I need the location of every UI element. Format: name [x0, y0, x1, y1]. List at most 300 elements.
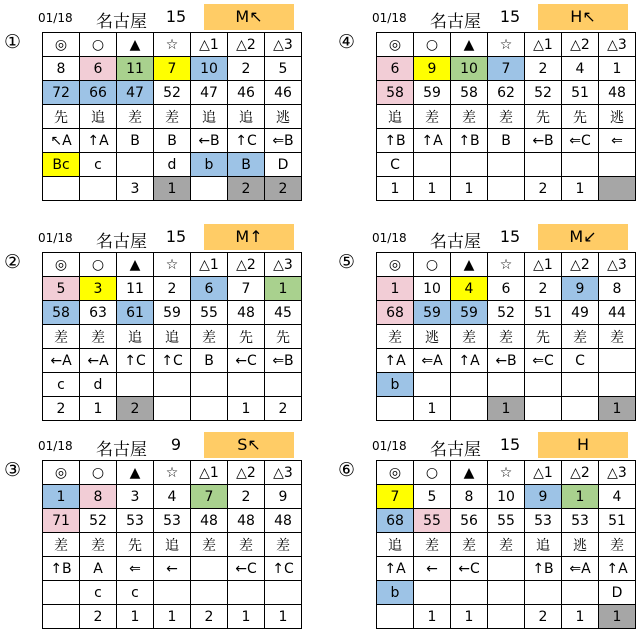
column-header: △2	[562, 253, 599, 277]
grid-cell: ↑B	[525, 557, 562, 581]
panel-number: ①	[4, 31, 22, 53]
grid-cell	[525, 581, 562, 605]
grid-cell: 追	[191, 105, 228, 129]
grid-row	[43, 105, 302, 129]
column-header: ☆	[488, 461, 525, 485]
grid-cell: 10	[414, 277, 451, 301]
grid-cell: 4	[562, 57, 599, 81]
grid-cell: B	[191, 349, 228, 373]
grid-cell: ↑A	[377, 349, 414, 373]
grid-cell: 55	[414, 509, 451, 533]
grid-cell: ⇐C	[525, 349, 562, 373]
grid-cell	[451, 373, 488, 397]
race-count: 15	[499, 7, 521, 26]
race-tag: S↖	[204, 432, 294, 458]
column-header: ◎	[43, 33, 80, 57]
race-grid	[376, 252, 636, 421]
grid-cell: 7	[228, 277, 265, 301]
grid-cell: ←A	[80, 349, 117, 373]
race-panel-4	[338, 4, 638, 216]
grid-cell	[414, 373, 451, 397]
grid-cell: 9	[414, 57, 451, 81]
race-count: 15	[499, 227, 521, 246]
grid-cell: ↑B	[43, 557, 80, 581]
grid-cell: 46	[265, 81, 302, 105]
grid-cell: 追	[80, 105, 117, 129]
grid-row	[377, 325, 636, 349]
grid-row	[377, 485, 636, 509]
grid-cell: 51	[599, 509, 636, 533]
grid-cell: ↑C	[117, 349, 154, 373]
grid-cell: 1	[377, 177, 414, 201]
grid-cell: 1	[414, 177, 451, 201]
grid-cell: 追	[154, 325, 191, 349]
grid-cell: 59	[154, 301, 191, 325]
grid-cell: d	[154, 153, 191, 177]
grid-cell: 差	[488, 325, 525, 349]
race-venue: 名古屋	[430, 440, 481, 460]
grid-cell: 58	[377, 81, 414, 105]
grid-cell: 61	[117, 301, 154, 325]
grid-cell: 72	[43, 81, 80, 105]
race-panel-1	[4, 4, 318, 216]
grid-cell: 8	[599, 277, 636, 301]
grid-row	[43, 277, 302, 301]
grid-cell: 55	[191, 301, 228, 325]
grid-cell: 8	[80, 485, 117, 509]
race-venue: 名古屋	[430, 12, 481, 32]
column-header: ▲	[117, 33, 154, 57]
grid-cell: 53	[525, 509, 562, 533]
column-header: ▲	[451, 253, 488, 277]
grid-cell: ←C	[451, 557, 488, 581]
grid-cell: 48	[228, 301, 265, 325]
grid-cell: 2	[80, 605, 117, 629]
grid-cell	[488, 177, 525, 201]
column-header: △1	[191, 253, 228, 277]
panel-number: ⑥	[338, 459, 356, 481]
grid-cell: 差	[80, 533, 117, 557]
column-header: ▲	[117, 461, 154, 485]
grid-cell	[525, 373, 562, 397]
grid-cell: 差	[80, 325, 117, 349]
grid-cell: 逃	[414, 325, 451, 349]
grid-cell: 先	[43, 105, 80, 129]
grid-row	[377, 373, 636, 397]
grid-cell	[191, 557, 228, 581]
race-date: 01/18	[372, 231, 407, 245]
grid-cell: ⇐A	[414, 349, 451, 373]
grid-cell: 7	[154, 57, 191, 81]
grid-cell: ⇐A	[562, 557, 599, 581]
grid-cell	[191, 397, 228, 421]
race-date: 01/18	[38, 231, 73, 245]
grid-cell: ←	[414, 557, 451, 581]
grid-row	[43, 177, 302, 201]
grid-cell	[451, 581, 488, 605]
grid-cell: 7	[377, 485, 414, 509]
panel-number: ④	[338, 31, 356, 53]
column-header: △1	[191, 33, 228, 57]
grid-row	[43, 301, 302, 325]
column-header: ☆	[154, 33, 191, 57]
grid-cell	[525, 397, 562, 421]
grid-cell: 1	[451, 177, 488, 201]
grid-cell	[562, 373, 599, 397]
grid-cell: 差	[117, 105, 154, 129]
grid-cell: ↖A	[43, 129, 80, 153]
grid-cell	[265, 373, 302, 397]
grid-cell: 1	[377, 277, 414, 301]
grid-cell: C	[562, 349, 599, 373]
grid-cell: ⇐B	[265, 129, 302, 153]
race-count: 9	[170, 435, 182, 454]
grid-cell: 45	[265, 301, 302, 325]
column-header: △1	[525, 461, 562, 485]
grid-cell: 2	[265, 177, 302, 201]
grid-cell: 先	[228, 325, 265, 349]
column-header: △2	[562, 33, 599, 57]
grid-cell: 52	[80, 509, 117, 533]
grid-cell	[451, 397, 488, 421]
grid-cell: 62	[488, 81, 525, 105]
grid-row	[377, 605, 636, 629]
grid-cell	[488, 557, 525, 581]
grid-cell	[488, 605, 525, 629]
grid-header-row	[377, 33, 636, 57]
grid-cell	[117, 373, 154, 397]
grid-row	[43, 557, 302, 581]
grid-cell: 1	[154, 605, 191, 629]
grid-cell: 逃	[599, 105, 636, 129]
grid-cell: 1	[599, 397, 636, 421]
grid-cell: 10	[488, 485, 525, 509]
grid-cell: 52	[154, 81, 191, 105]
grid-cell	[599, 349, 636, 373]
grid-cell: 3	[117, 485, 154, 509]
race-panel-3	[4, 432, 318, 644]
grid-cell	[488, 581, 525, 605]
grid-cell: A	[80, 557, 117, 581]
grid-cell: 1	[599, 605, 636, 629]
grid-row	[377, 57, 636, 81]
grid-cell: D	[265, 153, 302, 177]
grid-cell: ←C	[228, 557, 265, 581]
column-header: △3	[599, 33, 636, 57]
grid-cell: 差	[414, 533, 451, 557]
grid-row	[377, 105, 636, 129]
grid-cell: 差	[599, 533, 636, 557]
grid-cell: 差	[488, 105, 525, 129]
grid-cell: 9	[525, 485, 562, 509]
grid-cell	[228, 373, 265, 397]
grid-cell	[525, 153, 562, 177]
grid-cell: ←B	[525, 129, 562, 153]
grid-cell	[191, 177, 228, 201]
column-header: △1	[525, 253, 562, 277]
grid-row	[377, 81, 636, 105]
column-header: △2	[228, 33, 265, 57]
grid-cell	[599, 153, 636, 177]
grid-cell: 3	[117, 177, 154, 201]
grid-cell: 48	[265, 509, 302, 533]
grid-cell: 2	[117, 397, 154, 421]
race-count: 15	[499, 435, 521, 454]
grid-cell: 先	[525, 105, 562, 129]
grid-cell: 差	[562, 325, 599, 349]
grid-cell: 1	[43, 485, 80, 509]
grid-cell: 差	[451, 105, 488, 129]
column-header: △1	[525, 33, 562, 57]
grid-cell: 46	[228, 81, 265, 105]
grid-cell: 追	[525, 533, 562, 557]
panel-header	[372, 4, 638, 30]
grid-cell: ↑B	[377, 129, 414, 153]
race-tag: M↙	[538, 224, 628, 250]
grid-cell	[80, 177, 117, 201]
grid-header-row	[43, 253, 302, 277]
grid-cell: 差	[228, 533, 265, 557]
grid-cell: 2	[228, 485, 265, 509]
grid-cell: 1	[414, 605, 451, 629]
race-date: 01/18	[372, 439, 407, 453]
grid-cell: ↑A	[451, 349, 488, 373]
grid-cell: ←B	[488, 349, 525, 373]
grid-row	[43, 349, 302, 373]
panel-header	[372, 432, 638, 458]
column-header: ☆	[154, 461, 191, 485]
grid-cell: 3	[80, 277, 117, 301]
grid-cell: 10	[191, 57, 228, 81]
race-venue: 名古屋	[96, 440, 147, 460]
grid-cell: 差	[599, 325, 636, 349]
grid-row	[377, 277, 636, 301]
grid-header-row	[43, 33, 302, 57]
grid-cell: B	[228, 153, 265, 177]
grid-cell	[377, 605, 414, 629]
panel-number: ②	[4, 251, 22, 273]
grid-cell	[43, 605, 80, 629]
race-panel-6	[338, 432, 638, 644]
grid-cell	[599, 373, 636, 397]
grid-row	[43, 533, 302, 557]
grid-cell: ↑A	[414, 129, 451, 153]
grid-cell	[599, 177, 636, 201]
grid-cell: ⇐C	[562, 129, 599, 153]
grid-cell: 追	[377, 533, 414, 557]
grid-cell: Bc	[43, 153, 80, 177]
grid-cell: ↑A	[80, 129, 117, 153]
grid-cell: C	[377, 153, 414, 177]
grid-cell: 52	[488, 301, 525, 325]
grid-cell: 5	[414, 485, 451, 509]
column-header: ○	[414, 33, 451, 57]
grid-cell: ←B	[191, 129, 228, 153]
column-header: ○	[80, 461, 117, 485]
grid-row	[43, 397, 302, 421]
column-header: ▲	[451, 33, 488, 57]
column-header: ○	[414, 253, 451, 277]
panel-header	[38, 4, 318, 30]
grid-cell	[154, 581, 191, 605]
grid-cell: 追	[228, 105, 265, 129]
column-header: △3	[265, 33, 302, 57]
column-header: ○	[80, 253, 117, 277]
grid-cell: 1	[80, 397, 117, 421]
grid-cell: 差	[43, 325, 80, 349]
column-header: ☆	[154, 253, 191, 277]
grid-row	[377, 533, 636, 557]
grid-cell: b	[191, 153, 228, 177]
grid-cell: 6	[488, 277, 525, 301]
grid-cell: 48	[599, 81, 636, 105]
grid-cell: 1	[562, 177, 599, 201]
grid-cell: 1	[562, 485, 599, 509]
grid-cell: 2	[525, 277, 562, 301]
column-header: ☆	[488, 33, 525, 57]
grid-cell	[154, 373, 191, 397]
grid-cell: 6	[80, 57, 117, 81]
race-panel-2	[4, 224, 318, 436]
grid-cell: 差	[377, 325, 414, 349]
grid-cell: 差	[488, 533, 525, 557]
grid-cell: 8	[43, 57, 80, 81]
grid-cell: 59	[451, 301, 488, 325]
column-header: ◎	[377, 33, 414, 57]
grid-cell	[562, 153, 599, 177]
grid-cell: 先	[562, 105, 599, 129]
grid-cell: d	[80, 373, 117, 397]
grid-cell: 7	[488, 57, 525, 81]
grid-cell	[191, 373, 228, 397]
grid-cell: 差	[154, 105, 191, 129]
grid-cell: 2	[228, 57, 265, 81]
grid-cell: 1	[265, 277, 302, 301]
race-venue: 名古屋	[96, 12, 147, 32]
grid-row	[377, 153, 636, 177]
panel-header	[372, 224, 638, 250]
panel-header	[38, 224, 318, 250]
grid-cell: 差	[43, 533, 80, 557]
grid-cell	[488, 373, 525, 397]
grid-row	[377, 129, 636, 153]
grid-row	[43, 57, 302, 81]
grid-cell: 68	[377, 509, 414, 533]
race-venue: 名古屋	[430, 232, 481, 252]
grid-row	[377, 581, 636, 605]
grid-row	[377, 397, 636, 421]
grid-cell: 1	[599, 57, 636, 81]
grid-cell: 差	[451, 533, 488, 557]
grid-cell	[562, 581, 599, 605]
grid-cell: b	[377, 581, 414, 605]
grid-cell: 1	[228, 397, 265, 421]
grid-cell: 66	[80, 81, 117, 105]
grid-row	[43, 153, 302, 177]
race-grid	[42, 32, 302, 201]
column-header: ○	[414, 461, 451, 485]
grid-cell: 2	[265, 397, 302, 421]
grid-cell	[377, 397, 414, 421]
grid-cell: ↑C	[265, 557, 302, 581]
grid-cell: B	[117, 129, 154, 153]
column-header: △3	[599, 461, 636, 485]
grid-cell	[414, 153, 451, 177]
race-panel-5	[338, 224, 638, 436]
grid-cell: 7	[191, 485, 228, 509]
grid-cell: 55	[488, 509, 525, 533]
grid-cell: b	[377, 373, 414, 397]
grid-cell: D	[599, 581, 636, 605]
grid-cell: 先	[117, 533, 154, 557]
grid-cell: 1	[265, 605, 302, 629]
column-header: ☆	[488, 253, 525, 277]
race-tag: M↖	[204, 4, 294, 30]
grid-cell: 1	[117, 605, 154, 629]
grid-row	[43, 325, 302, 349]
race-count: 15	[165, 227, 187, 246]
race-count: 15	[165, 7, 187, 26]
grid-cell: ←C	[228, 349, 265, 373]
grid-cell: 4	[154, 485, 191, 509]
grid-cell: 44	[599, 301, 636, 325]
grid-cell: 5	[265, 57, 302, 81]
grid-header-row	[43, 461, 302, 485]
grid-row	[377, 349, 636, 373]
race-date: 01/18	[38, 439, 73, 453]
grid-cell: 先	[265, 325, 302, 349]
grid-cell: 2	[154, 277, 191, 301]
grid-cell: 差	[451, 325, 488, 349]
grid-cell: c	[43, 373, 80, 397]
grid-cell: 5	[43, 277, 80, 301]
column-header: △2	[562, 461, 599, 485]
race-tag: H	[538, 432, 628, 458]
panel-number: ⑤	[338, 251, 356, 273]
grid-cell: ⇐	[599, 129, 636, 153]
grid-cell: ⇐B	[265, 349, 302, 373]
grid-cell: ↑C	[228, 129, 265, 153]
grid-cell	[117, 153, 154, 177]
grid-cell: 追	[117, 325, 154, 349]
grid-row	[43, 509, 302, 533]
grid-cell: 8	[451, 485, 488, 509]
grid-cell: 68	[377, 301, 414, 325]
grid-cell	[43, 581, 80, 605]
grid-cell	[228, 581, 265, 605]
grid-cell: 58	[43, 301, 80, 325]
grid-cell: 1	[228, 605, 265, 629]
column-header: ◎	[43, 253, 80, 277]
grid-cell: 4	[451, 277, 488, 301]
grid-cell: 2	[191, 605, 228, 629]
grid-header-row	[377, 461, 636, 485]
grid-cell: 差	[265, 533, 302, 557]
grid-cell: 1	[414, 397, 451, 421]
grid-cell: ⇐	[117, 557, 154, 581]
grid-header-row	[377, 253, 636, 277]
grid-cell: 1	[562, 605, 599, 629]
grid-row	[377, 557, 636, 581]
column-header: ◎	[377, 253, 414, 277]
column-header: ◎	[377, 461, 414, 485]
grid-row	[43, 373, 302, 397]
race-tag: M↑	[204, 224, 294, 250]
panel-number: ③	[4, 459, 22, 481]
grid-row	[43, 81, 302, 105]
grid-cell: ←	[154, 557, 191, 581]
grid-row	[377, 301, 636, 325]
